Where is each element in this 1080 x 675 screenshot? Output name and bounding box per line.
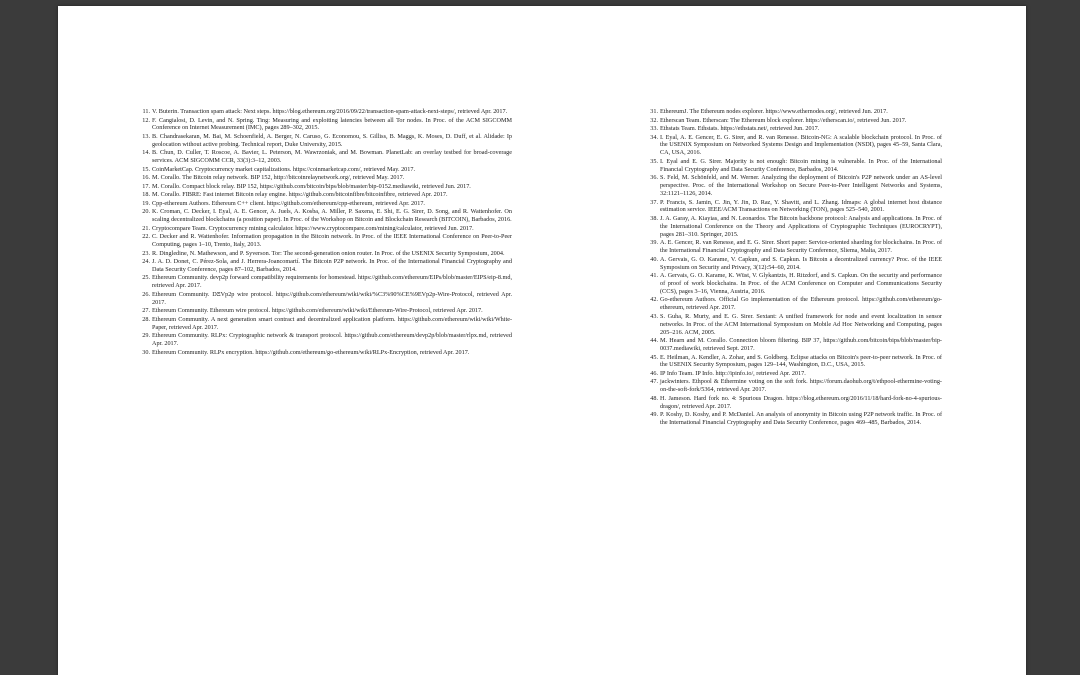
reference-item [138, 250, 512, 258]
reference-text: P. Koshy, D. Koshy, and P. McDaniel. An analysis of anonymity in Bitcoin using P2P network traffic. In Proc. of the International Financial Cryptography and Data Security Conference, pages 469–485, Barbados, 2014. [660, 411, 942, 427]
reference-text: K. Croman, C. Decker, I. Eyal, A. E. Gencer, A. Juels, A. Kosba, A. Miller, P. Saxena, E. Shi, E. G. Sirer, D. Song, and R. Wattenhofer. On scaling decentralized blockchains (a position paper). In Proc. of the Workshop on Bitcoin and Blockchain Research (BITCOIN), Barbados, 2016. [152, 208, 512, 224]
reference-text: S. Guha, R. Murty, and E. G. Sirer. Sextant: A unified framework for node and event localization in sensor networks. In Proc. of the ACM International Symposium on Mobile Ad Hoc Networking and Computing, pages 205–216. ACM, 2005. [660, 312, 942, 336]
reference-number: 43. [650, 312, 658, 320]
reference-number: 11. [142, 108, 150, 115]
references-left-column [138, 108, 512, 357]
reference-item [646, 174, 942, 198]
reference-number: 17. [142, 182, 150, 190]
reference-item [646, 256, 942, 272]
reference-item [138, 191, 512, 199]
reference-item [138, 183, 512, 191]
reference-item [138, 349, 512, 357]
reference-item [646, 158, 942, 174]
reference-number: 27. [142, 307, 150, 315]
reference-item [138, 200, 512, 208]
reference-text: P. Francis, S. Jamin, C. Jin, Y. Jin, D. Raz, Y. Shavitt, and L. Zhang. Idmaps: A global internet host distance estimation service. IEEE/ACM Transactions on Networking (TON), pages 525–540, 2001. [660, 198, 942, 214]
reference-text: V. Buterin. Transaction spam attack: Next steps. https://blog.ethereum.org/2016/09/22/transaction-spam-attack-next-steps/, retrieved Apr. 2017. [152, 108, 508, 115]
reference-number: 21. [142, 224, 150, 232]
reference-item [646, 215, 942, 239]
reference-number: 47. [650, 378, 658, 386]
reference-text: M. Corallo. FIBRE: Fast internet Bitcoin relay engine. https://github.com/bitcoinfibre/bitcoinfibre, retrieved Apr. 2017. [152, 191, 448, 199]
reference-item [646, 313, 942, 337]
reference-item [646, 199, 942, 215]
reference-text: Cpp-ethereum Authors. Ethereum C++ client. https://github.com/ethereum/cpp-ethereum, retrieved Apr. 2017. [152, 199, 425, 207]
reference-number: 30. [142, 348, 150, 356]
reference-item [138, 117, 512, 133]
reference-item [646, 117, 942, 125]
reference-number: 38. [650, 214, 658, 222]
reference-number: 37. [650, 198, 658, 206]
reference-number: 46. [650, 369, 658, 377]
reference-text: IP Info Team. IP Info. http://ipinfo.io/, retrieved Apr. 2017. [660, 369, 806, 377]
references-right-column [646, 108, 942, 428]
reference-text: E. Heilman, A. Kendler, A. Zohar, and S. Goldberg. Eclipse attacks on Bitcoin's peer-to-peer network. In Proc. of the USENIX Security Symposium, pages 129–144, Washington, D.C., USA, 2015. [660, 353, 942, 369]
reference-item [138, 332, 512, 348]
reference-item [138, 174, 512, 182]
reference-number: 16. [142, 174, 150, 182]
reference-item [138, 166, 512, 174]
reference-text: A. Gervais, G. O. Karame, K. Wüst, V. Glykantzis, H. Ritzdorf, and S. Capkun. On the security and performance of proof of work blockchains. In Proc. of the ACM Conference on Computer and Communications Security (CCS), pages 3–16, Vienna, Austria, 2016. [660, 272, 942, 295]
reference-text: J. A. D. Donet, C. Pérez-Sola, and J. Herrera-Joancomartí. The Bitcoin P2P network. In Proc. of the International Financial Cryptography and Data Security Conference, pages 87–102, Barbados, 2014. [152, 258, 512, 273]
reference-number: 39. [650, 239, 658, 247]
reference-text: Ethereum Community. devp2p forward compatibility requirements for homestead. https://github.com/ethereum/EIPs/blob/master/EIPS/eip-8.md, retrieved Apr. 2017. [152, 274, 512, 290]
reference-text: Ethereum Community. A next generation smart contract and decentralized application platform. https://github.com/ethereum/wiki/wiki/White-Paper, retrieved Apr. 2017. [152, 315, 512, 331]
reference-text: F. Cangialosi, D. Levin, and N. Spring. Ting: Measuring and exploiting latencies between all Tor nodes. In Proc. of the ACM SIGCOMM Conference on Internet Measurement (IMC), pages 289–302, 2015. [152, 116, 512, 132]
reference-text: I. Eyal, A. E. Gencer, E. G. Sirer, and R. van Renesse. Bitcoin-NG: A scalable blockchain protocol. In Proc. of the USENIX Symposium on Networked Systems Design and Implementation (NSDI), pages 45–59, Santa Clara, CA, USA, 2016. [660, 133, 942, 157]
reference-number: 19. [142, 199, 150, 207]
reference-text: B. Chandrasekaran, M. Bai, M. Schoenfield, A. Berger, N. Caruso, G. Economou, S. Gilliss, B. Maggs, K. Moses, D. Duff, et al. Alidade: Ip geolocation without active probing. Technical report, Duke University, 2015. [152, 132, 512, 148]
reference-number: 23. [142, 249, 150, 257]
reference-item [646, 296, 942, 312]
reference-item [138, 149, 512, 165]
reference-text: A. Gervais, G. O. Karame, V. Capkun, and S. Capkun. Is Bitcoin a decentralized currency? Proc. of the IEEE Symposium on Security and Privacy, 3(12):54–60, 2014. [660, 255, 942, 271]
reference-text: Go-ethereum Authors. Official Go implementation of the Ethereum protocol. https://github.com/ethereum/go-ethereum, retrieved Apr. 2017. [660, 296, 942, 312]
reference-number: 41. [650, 272, 658, 280]
reference-text: jackwinters. Ethpool & Ethermine voting on the soft fork. https://forum.daohub.org/t/ethpool-ethermine-voting-on-the-soft-fork/5364, retrieved Apr. 2017. [660, 378, 942, 394]
reference-text: Cryptocompare Team. Cryptocurrency mining calculator. https://www.cryptocompare.com/mining/calculator, retrieved Jun. 2017. [152, 224, 474, 232]
reference-text: Ethereum Community. RLPx encryption. https://github.com/ethereum/go-ethereum/wiki/RLPx-Encryption, retrieved Apr. 2017. [152, 348, 470, 356]
reference-number: 12. [142, 116, 150, 124]
reference-number: 13. [142, 132, 150, 140]
reference-item [138, 291, 512, 307]
reference-item [138, 258, 512, 274]
reference-text: CoinMarketCap. Cryptocurrency market capitalizations. https://coinmarketcap.com/, retrieved May. 2017. [152, 165, 416, 173]
reference-item [138, 108, 512, 116]
reference-text: C. Decker and R. Wattenhofer. Information propagation in the Bitcoin network. In Proc. of the IEEE International Conference on Peer-to-Peer Computing, pages 1–10, Trento, Italy, 2013. [152, 233, 512, 249]
reference-text: R. Dingledine, N. Mathewson, and P. Syverson. Tor: The second-generation onion router. In Proc. of the USENIX Security Symposium, 2004. [152, 249, 505, 257]
reference-item [138, 274, 512, 290]
reference-text: I. Eyal and E. G. Sirer. Majority is not enough: Bitcoin mining is vulnerable. In Proc. of the International Financial Cryptography and Data Security Conference, Barbados, 2014. [660, 157, 942, 173]
reference-item [138, 133, 512, 149]
reference-number: 44. [650, 337, 658, 345]
reference-number: 29. [142, 332, 150, 340]
reference-text: S. Feld, M. Schönfeld, and M. Werner. Analyzing the deployment of Bitcoin's P2P network under an AS-level perspective. Proc. of the International Workshop on Secure Peer-to-Peer Intelligent Networks and Systems, 32:1121–1126, 2014. [660, 174, 942, 198]
paper-page [58, 6, 1026, 675]
reference-text: M. Hearn and M. Corallo. Connection bloom filtering. BIP 37, https://github.com/bitcoin/bips/blob/master/bip-0037.mediawiki, retrieved Sept. 2017. [660, 337, 942, 352]
reference-item [646, 134, 942, 158]
reference-item [646, 239, 942, 255]
reference-text: Ethereum Community. RLPx: Cryptographic network & transport protocol. https://github.com/ethereum/devp2p/blob/master/rlpx.md, retrieved Apr. 2017. [152, 332, 512, 348]
reference-item [646, 354, 942, 370]
reference-number: 26. [142, 290, 150, 298]
reference-number: 34. [650, 133, 658, 141]
reference-item [138, 233, 512, 249]
reference-text: EthereumJ. The Ethereum nodes explorer. https://www.ethernodes.org/, retrieved Jun. 2017. [660, 108, 888, 115]
reference-item [646, 395, 942, 411]
reference-number: 32. [650, 116, 658, 124]
reference-number: 20. [142, 208, 150, 216]
reference-item [646, 108, 942, 116]
reference-number: 33. [650, 125, 658, 132]
reference-number: 14. [142, 149, 150, 157]
reference-text: J. A. Garay, A. Kiayias, and N. Leonardos. The Bitcoin backbone protocol: Analysis and applications. In Proc. of the International Conference on the Theory and Applications of Cryptographic Techniques (EUROCRYPT), pages 281–310. Springer, 2015. [660, 214, 942, 238]
reference-item [138, 225, 512, 233]
reference-number: 49. [650, 411, 658, 419]
reference-item [646, 411, 942, 427]
reference-number: 22. [142, 233, 150, 241]
reference-number: 35. [650, 157, 658, 165]
reference-text: M. Corallo. Compact block relay. BIP 152, https://github.com/bitcoin/bips/blob/master/bip-0152.mediawiki, retrieved Jun. 2017. [152, 182, 471, 190]
reference-text: A. E. Gencer, R. van Renesse, and E. G. Sirer. Short paper: Service-oriented sharding for blockchains. In Proc. of the International Financial Cryptography and Data Security Conference, Sliema, Malta, 2017. [660, 239, 942, 255]
reference-number: 40. [650, 255, 658, 263]
reference-text: Ethereum Community. Ethereum wire protocol. https://github.com/ethereum/wiki/wiki/Ethereum-Wire-Protocol, retrieved Apr. 2017. [152, 307, 483, 315]
reference-item [646, 125, 942, 133]
reference-text: M. Corallo. The Bitcoin relay network. BIP 152, http://bitcoinrelaynetwork.org/, retrieved May. 2017. [152, 174, 405, 182]
reference-text: Ethstats Team. Ethstats. https://ethstats.net/, retrieved Jun. 2017. [660, 125, 820, 132]
reference-item [646, 337, 942, 353]
reference-number: 24. [142, 258, 150, 266]
reference-number: 28. [142, 315, 150, 323]
reference-text: H. Jameson. Hard fork no. 4: Spurious Dragon. https://blog.ethereum.org/2016/11/18/hard-fork-no-4-spurious-dragon/, retrieved Apr. 2017. [660, 394, 942, 410]
reference-number: 15. [142, 165, 150, 173]
reference-number: 25. [142, 274, 150, 282]
reference-number: 45. [650, 353, 658, 361]
reference-text: Ethereum Community. DΞVp2p wire protocol. https://github.com/ethereum/wiki/wiki/%C3%90%CE%9EVp2p-Wire-Protocol, retrieved Apr. 2017. [152, 290, 512, 306]
reference-number: 31. [650, 108, 658, 115]
reference-item [646, 370, 942, 378]
reference-number: 18. [142, 191, 150, 199]
reference-item [646, 378, 942, 394]
reference-item [138, 208, 512, 224]
reference-item [138, 316, 512, 332]
reference-number: 42. [650, 296, 658, 304]
reference-item [138, 307, 512, 315]
reference-item [646, 272, 942, 296]
reference-text: B. Chun, D. Culler, T. Roscoe, A. Bavier, L. Peterson, M. Wawrzoniak, and M. Bowman. PlanetLab: an overlay testbed for broad-coverage services. ACM SIGCOMM CCR, 33(3):3–12, 2003. [152, 149, 512, 165]
reference-number: 48. [650, 394, 658, 402]
reference-number: 36. [650, 174, 658, 182]
reference-text: Etherscan Team. Etherscan: The Ethereum block explorer. https://etherscan.io/, retrieved Jun. 2017. [660, 116, 907, 124]
